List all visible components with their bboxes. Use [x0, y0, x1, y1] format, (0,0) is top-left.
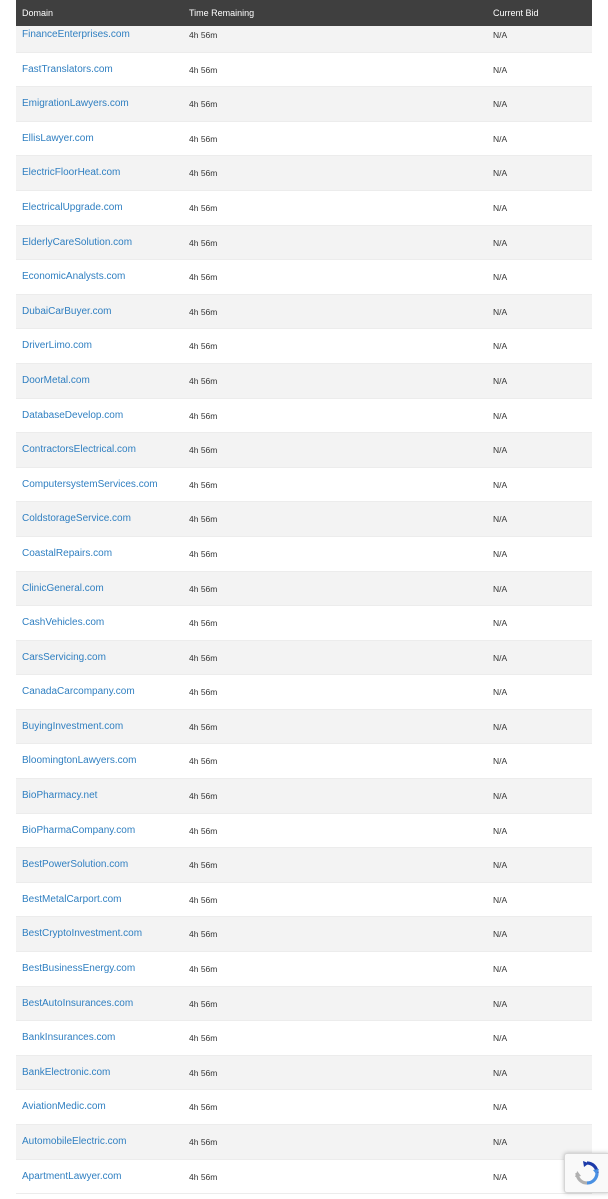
- table-row: [16, 226, 592, 261]
- time-remaining: 4h 56m: [189, 929, 218, 940]
- domain-link[interactable]: ComputersystemServices.com: [22, 478, 158, 490]
- domain-link[interactable]: CoastalRepairs.com: [22, 547, 113, 559]
- time-remaining: 4h 56m: [189, 894, 218, 905]
- current-bid: N/A: [493, 652, 508, 663]
- domain-link[interactable]: BloomingtonLawyers.com: [22, 755, 137, 767]
- table-row: [16, 572, 592, 607]
- time-remaining: 4h 56m: [189, 306, 218, 317]
- domain-link[interactable]: ContractorsElectrical.com: [22, 444, 136, 456]
- time-remaining: 4h 56m: [189, 202, 218, 213]
- current-bid: N/A: [493, 272, 508, 283]
- header-time-remaining[interactable]: Time Remaining: [189, 8, 255, 18]
- domain-link[interactable]: CanadaCarcompany.com: [22, 686, 135, 698]
- table-row: [16, 1125, 592, 1160]
- recaptcha-badge[interactable]: [564, 1153, 608, 1193]
- time-remaining: 4h 56m: [189, 133, 218, 144]
- time-remaining: 4h 56m: [189, 860, 218, 871]
- time-remaining: 4h 56m: [189, 272, 218, 283]
- domain-link[interactable]: ClinicGeneral.com: [22, 582, 104, 594]
- time-remaining: 4h 56m: [189, 30, 218, 40]
- current-bid: N/A: [493, 894, 508, 905]
- table-row: [16, 260, 592, 295]
- table-row: [16, 606, 592, 641]
- current-bid: N/A: [493, 514, 508, 525]
- domain-link[interactable]: DatabaseDevelop.com: [22, 409, 124, 421]
- time-remaining: 4h 56m: [189, 341, 218, 352]
- time-remaining: 4h 56m: [189, 652, 218, 663]
- current-bid: N/A: [493, 237, 508, 248]
- domain-link[interactable]: FinanceEnterprises.com: [22, 29, 130, 40]
- table-row: [16, 329, 592, 364]
- table-header: [16, 0, 592, 26]
- table-row: [16, 710, 592, 745]
- current-bid: N/A: [493, 860, 508, 871]
- table-row: [16, 295, 592, 330]
- table-body: [16, 18, 592, 1194]
- time-remaining: 4h 56m: [189, 548, 218, 559]
- time-remaining: 4h 56m: [189, 618, 218, 629]
- time-remaining: 4h 56m: [189, 445, 218, 456]
- domain-link[interactable]: DubaiCarBuyer.com: [22, 305, 112, 317]
- time-remaining: 4h 56m: [189, 64, 218, 75]
- current-bid: N/A: [493, 479, 508, 490]
- table-row: [16, 122, 592, 157]
- current-bid: N/A: [493, 99, 508, 110]
- time-remaining: 4h 56m: [189, 721, 218, 732]
- domain-link[interactable]: BuyingInvestment.com: [22, 720, 124, 732]
- table-row: [16, 641, 592, 676]
- time-remaining: 4h 56m: [189, 825, 218, 836]
- time-remaining: 4h 56m: [189, 964, 218, 975]
- time-remaining: 4h 56m: [189, 479, 218, 490]
- recaptcha-icon: [574, 1160, 600, 1186]
- table-row: [16, 675, 592, 710]
- time-remaining: 4h 56m: [189, 583, 218, 594]
- domain-link[interactable]: BestPowerSolution.com: [22, 859, 129, 871]
- table-row: [16, 744, 592, 779]
- current-bid: N/A: [493, 30, 508, 40]
- time-remaining: 4h 56m: [189, 514, 218, 525]
- current-bid: N/A: [493, 548, 508, 559]
- table-row: [16, 537, 592, 572]
- domain-link[interactable]: AutomobileElectric.com: [22, 1136, 127, 1147]
- header-domain[interactable]: Domain: [22, 8, 54, 18]
- domain-link[interactable]: AviationMedic.com: [22, 1101, 106, 1113]
- table-row: [16, 1160, 592, 1195]
- current-bid: N/A: [493, 618, 508, 629]
- current-bid: N/A: [493, 583, 508, 594]
- domain-link[interactable]: ElderlyCareSolution.com: [22, 236, 133, 248]
- table-row: [16, 156, 592, 191]
- current-bid: N/A: [493, 687, 508, 698]
- current-bid: N/A: [493, 306, 508, 317]
- current-bid: N/A: [493, 791, 508, 802]
- domain-link[interactable]: ElectricFloorHeat.com: [22, 167, 121, 179]
- domain-link[interactable]: ColdstorageService.com: [22, 513, 131, 525]
- table-row: [16, 468, 592, 503]
- domain-link[interactable]: EmigrationLawyers.com: [22, 98, 129, 110]
- current-bid: N/A: [493, 756, 508, 767]
- current-bid: N/A: [493, 64, 508, 75]
- current-bid: N/A: [493, 825, 508, 836]
- table-row: [16, 848, 592, 883]
- domain-link[interactable]: BestCryptoInvestment.com: [22, 928, 143, 940]
- time-remaining: 4h 56m: [189, 791, 218, 802]
- domain-link[interactable]: DoorMetal.com: [22, 374, 90, 386]
- time-remaining: 4h 56m: [189, 998, 218, 1009]
- domain-link[interactable]: CarsServicing.com: [22, 651, 106, 663]
- current-bid: N/A: [493, 929, 508, 940]
- current-bid: N/A: [493, 1137, 508, 1147]
- current-bid: N/A: [493, 964, 508, 975]
- domain-link[interactable]: FastTranslators.com: [22, 63, 113, 75]
- current-bid: N/A: [493, 375, 508, 386]
- table-row: [16, 779, 592, 814]
- time-remaining: 4h 56m: [189, 375, 218, 386]
- time-remaining: 4h 56m: [189, 410, 218, 421]
- current-bid: N/A: [493, 1067, 508, 1078]
- table-row: [16, 191, 592, 226]
- table-row: [16, 814, 592, 849]
- table-row: [16, 87, 592, 122]
- domain-link[interactable]: BioPharmacy.net: [22, 790, 98, 802]
- domain-link[interactable]: BestAutoInsurances.com: [22, 997, 134, 1009]
- table-row: [16, 917, 592, 952]
- domain-link[interactable]: ApartmentLawyer.com: [22, 1170, 122, 1182]
- time-remaining: 4h 56m: [189, 1137, 218, 1147]
- time-remaining: 4h 56m: [189, 1171, 218, 1182]
- table-row: [16, 1090, 592, 1125]
- current-bid: N/A: [493, 998, 508, 1009]
- current-bid: N/A: [493, 721, 508, 732]
- time-remaining: 4h 56m: [189, 1033, 218, 1044]
- time-remaining: 4h 56m: [189, 237, 218, 248]
- time-remaining: 4h 56m: [189, 168, 218, 179]
- domain-link[interactable]: BestMetalCarport.com: [22, 893, 122, 905]
- table-row: [16, 952, 592, 987]
- current-bid: N/A: [493, 202, 508, 213]
- domain-link[interactable]: DriverLimo.com: [22, 340, 93, 352]
- table-row: [16, 433, 592, 468]
- current-bid: N/A: [493, 133, 508, 144]
- time-remaining: 4h 56m: [189, 1102, 218, 1113]
- domain-link[interactable]: ElectricalUpgrade.com: [22, 201, 123, 213]
- domain-link[interactable]: CashVehicles.com: [22, 617, 105, 629]
- current-bid: N/A: [493, 168, 508, 179]
- current-bid: N/A: [493, 445, 508, 456]
- table-row: [16, 987, 592, 1022]
- table-row: [16, 1021, 592, 1056]
- current-bid: N/A: [493, 410, 508, 421]
- domain-link[interactable]: EllisLawyer.com: [22, 132, 94, 144]
- time-remaining: 4h 56m: [189, 687, 218, 698]
- table-row: [16, 502, 592, 537]
- domain-link[interactable]: BankInsurances.com: [22, 1032, 116, 1044]
- header-current-bid[interactable]: Current Bid: [493, 8, 539, 18]
- current-bid: N/A: [493, 1102, 508, 1113]
- time-remaining: 4h 56m: [189, 1067, 218, 1078]
- domain-link[interactable]: BestBusinessEnergy.com: [22, 963, 136, 975]
- table-row: [16, 1056, 592, 1091]
- domain-link[interactable]: EconomicAnalysts.com: [22, 271, 126, 283]
- current-bid: N/A: [493, 341, 508, 352]
- current-bid: N/A: [493, 1033, 508, 1044]
- table-row: [16, 883, 592, 918]
- time-remaining: 4h 56m: [189, 99, 218, 110]
- table-row: [16, 364, 592, 399]
- table-row: [16, 399, 592, 434]
- current-bid: N/A: [493, 1171, 508, 1182]
- time-remaining: 4h 56m: [189, 756, 218, 767]
- domain-link[interactable]: BankElectronic.com: [22, 1066, 111, 1078]
- table-row: [16, 53, 592, 88]
- domain-link[interactable]: BioPharmaCompany.com: [22, 824, 136, 836]
